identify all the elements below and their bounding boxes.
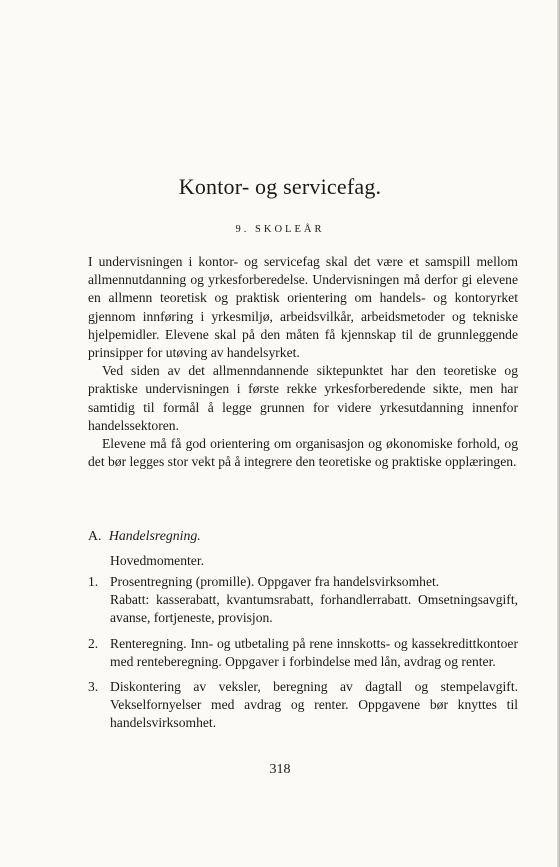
intro-text — [88, 253, 518, 471]
item-line: Prosentregning (promille). Oppgaver fra handelsvirksomhet. — [110, 574, 440, 589]
list-item — [88, 635, 518, 671]
item-line: Rabatt: kasserabatt, kvantumsrabatt, forhandlerrabatt. Omsetningsavgift, avanse, fortjeneste, provisjon. — [110, 592, 518, 626]
paragraph: Elevene må få god orientering om organisasjon og økonomiske forhold, og det bør legges stor vekt på å integrere den teoretiske og praktiske opplæringen. — [88, 436, 518, 470]
list-item — [88, 573, 518, 628]
item-text: Diskontering av veksler, beregning av dagtall og stempelavgift. Vekselfornyelser med avdrag og renter. Oppgavene bør knyttes til handelsvirksomhet. — [110, 679, 518, 731]
item-list — [88, 573, 518, 740]
paragraph: Ved siden av det allmenndannende siktepunktet har den teoretiske og praktiske undervisningen i første rekke yrkesforberedende sikte, men har samtidig til formål å legge grunnen for videre yrkesutdanning innenfor handelssektoren. — [88, 363, 518, 433]
item-number: 1. — [88, 574, 99, 589]
item-number: 2. — [88, 635, 99, 651]
grade-heading: 9. SKOLEÅR — [235, 224, 325, 235]
subheading: Hovedmomenter. — [110, 553, 205, 568]
item-text — [110, 573, 518, 628]
page-title: Kontor- og servicefag. — [178, 174, 382, 199]
item-text: Renteregning. Inn- og utbetaling på rene innskotts- og kassekredittkontoer med renteberegning. Oppgaver i forbindelse med lån, avdrag og renter. — [110, 635, 518, 669]
page-number: 318 — [269, 762, 291, 777]
paragraph: I undervisningen i kontor- og servicefag skal det være et samspill mellom allmennutdanning og yrkesforberedelse. Undervisningen må derfor gi elevene en allmenn teoretisk og praktisk orientering om handels- og kontoryrket gjennom innføring i yrkesmiljø, arbeidsvilkår, arbeidsmetoder og tekniske hjelpemidler. Elevene skal på den måten få kjennskap til de grunnleggende prinsipper for utøving av handelsyrket. — [88, 254, 518, 361]
section-title: Handelsregning. — [108, 528, 201, 543]
section-label: A. — [88, 528, 102, 543]
item-number: 3. — [88, 679, 99, 695]
section-heading — [88, 528, 201, 544]
list-item — [88, 678, 518, 733]
